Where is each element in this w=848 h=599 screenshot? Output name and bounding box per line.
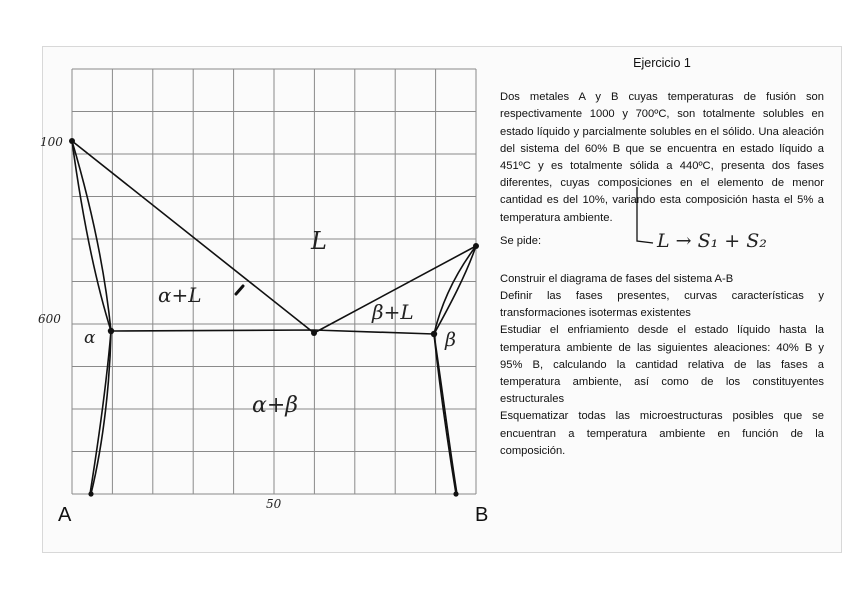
exercise-statement: Dos metales A y B cuyas temperaturas de fusión son respectivamente 1000 y 700ºC, son totalmente solubles en estado líquido y parcialmente solubles en el sólido. Una aleación del sistema del 60% B que se encuentra en estado líquido a 451ºC y es totalmente sólida a 440ºC, presenta dos fases diferentes, cuyas composiciones en el elemento de menor cantidad es del 10%, variando esta composición hasta el 5% a temperatura ambiente. xyxy=(500,91,824,224)
alpha-room-temp-marker xyxy=(88,491,93,496)
liquidus-helper-left-curve xyxy=(72,141,111,331)
task-item: Construir el diagrama de fases del sistema A-B xyxy=(500,272,734,285)
x-tick-label-mid: 50 xyxy=(266,497,282,511)
region-label-alpha-liquid: α+L xyxy=(158,283,202,307)
se-pide-label: Se pide: xyxy=(500,235,542,248)
component-label-a: A xyxy=(58,504,72,526)
region-label-beta: β xyxy=(445,329,456,351)
melting-point-a-marker xyxy=(69,138,75,144)
task-item: Definir las fases presentes, curvas características y transformaciones isotermas existentes xyxy=(500,290,824,320)
eutectic-isotherm-line xyxy=(111,330,434,334)
se-pide-row xyxy=(500,227,824,257)
region-label-alpha-beta: α+β xyxy=(252,393,299,418)
region-label-beta-liquid: β+L xyxy=(372,300,414,324)
beta-max-solubility-marker xyxy=(431,331,437,337)
handwritten-reaction-text: L → S₁ + S₂ xyxy=(657,229,767,252)
task-item: Estudiar el enfriamiento desde el estado líquido hasta la temperatura ambiente de las siguientes aleaciones: 40% B y 95% B, calculando la cantidad relativa de las fases a temperatura ambiente, así como de los constituyentes estructurales xyxy=(500,324,824,406)
region-label-alpha: α xyxy=(84,328,96,348)
y-tick-label-mid: 600 xyxy=(38,312,61,326)
region-label-liquid: L xyxy=(311,227,327,255)
solvus-beta-helper-line xyxy=(434,334,457,494)
eutectic-point-marker xyxy=(311,330,317,336)
graph-grid xyxy=(72,69,476,494)
exercise-text xyxy=(500,55,824,460)
solvus-alpha-helper-line xyxy=(90,331,111,494)
solidus-left-curve xyxy=(72,141,111,331)
y-tick-label-top: 100 xyxy=(40,135,63,149)
exercise-title: Ejercicio 1 xyxy=(633,56,691,70)
handwritten-reaction xyxy=(561,227,767,257)
beta-room-temp-marker xyxy=(453,491,458,496)
component-label-b: B xyxy=(475,504,489,526)
alpha-max-solubility-marker xyxy=(108,328,114,334)
pen-mark xyxy=(236,286,243,294)
task-item: Esquematizar todas las microestructuras posibles que se encuentran a temperatura ambiente en función de la composición. xyxy=(500,410,824,457)
melting-point-b-marker xyxy=(473,243,479,249)
liquidus-helper-right-curve xyxy=(434,246,476,334)
